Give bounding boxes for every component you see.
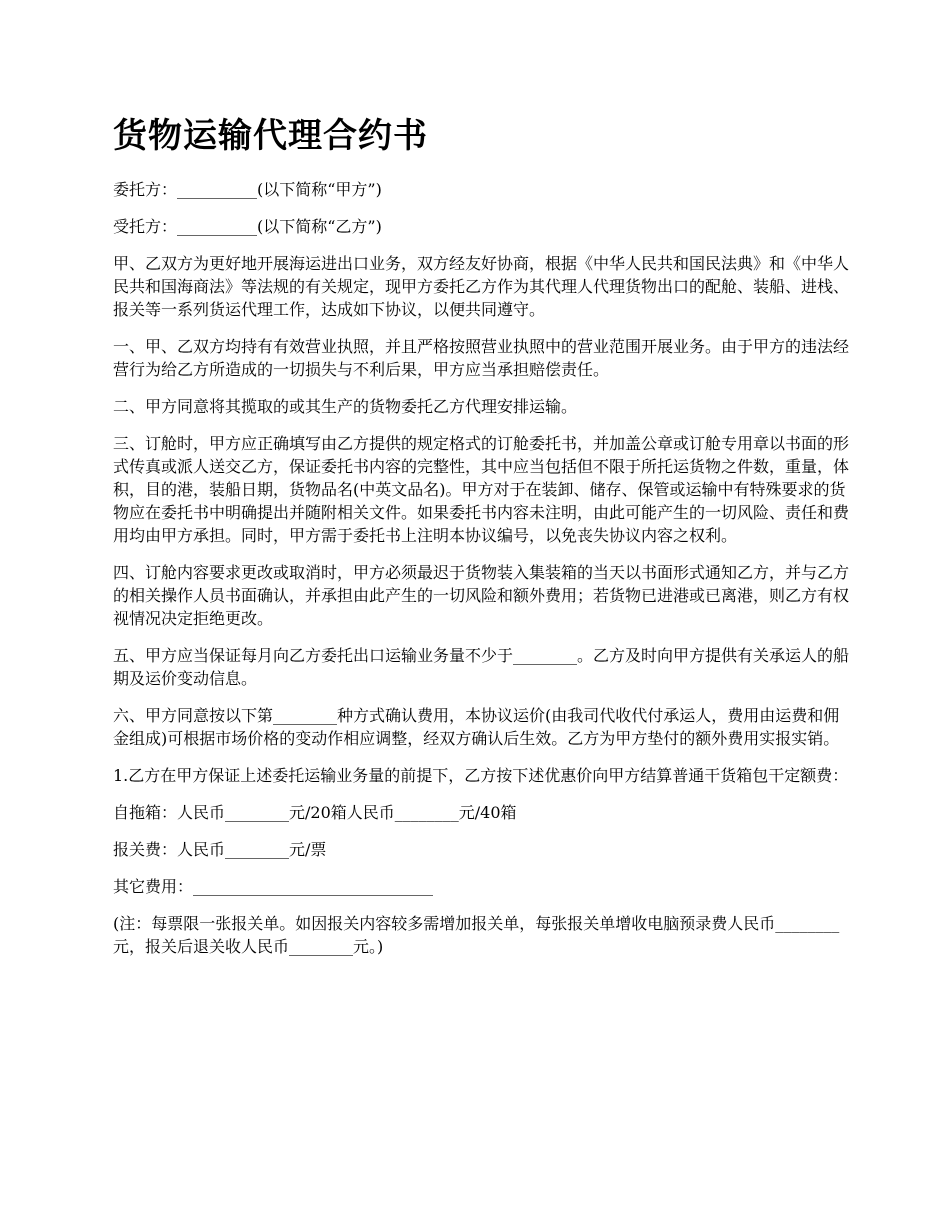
other-fees-line: 其它费用：______________________________ bbox=[113, 877, 434, 896]
document-body bbox=[113, 178, 853, 972]
fee-item-1: 1.乙方在甲方保证上述委托运输业务量的前提下，乙方按下述优惠价向甲方结算普通干货箱包干定额费： bbox=[113, 766, 849, 785]
clause-3: 三、订舱时，甲方应正确填写由乙方提供的规定格式的订舱委托书，并加盖公章或订舱专用章以书面的形式传真或派人送交乙方，保证委托书内容的完整性，其中应当包括但不限于所托运货物之件数，重量，体积，目的港，装船日期，货物品名(中英文品名)。甲方对于在装卸、储存、保管或运输中有特殊要求的货物应在委托书中明确提出并随附相关文件。如果委托书内容未注明，由此可能产生的一切风险、责任和费用均由甲方承担。同时，甲方需于委托书上注明本协议编号，以免丧失协议内容之权利。 bbox=[113, 434, 850, 545]
client-party-line: 委托方：__________(以下简称“甲方”) bbox=[113, 180, 382, 199]
clause-1: 一、甲、乙双方均持有有效营业执照，并且严格按照营业执照中的营业范围开展业务。由于甲方的违法经营行为给乙方所造成的一切损失与不利后果，甲方应当承担赔偿责任。 bbox=[113, 337, 850, 379]
clause-5: 五、甲方应当保证每月向乙方委托出口运输业务量不少于________。乙方及时向甲方提供有关承运人的船期及运价变动信息。 bbox=[113, 646, 850, 688]
clause-4: 四、订舱内容要求更改或取消时，甲方必须最迟于货物装入集装箱的当天以书面形式通知乙方，并与乙方的相关操作人员书面确认，并承担由此产生的一切风险和额外费用；若货物已进港或已离港，则乙方有权视情况决定拒绝更改。 bbox=[113, 563, 850, 628]
fee-note: (注：每票限一张报关单。如因报关内容较多需增加报关单，每张报关单增收电脑预录费人民币________元，报关后退关收人民币________元。) bbox=[113, 914, 840, 956]
clause-2: 二、甲方同意将其揽取的或其生产的货物委托乙方代理安排运输。 bbox=[113, 397, 578, 416]
agent-party-line: 受托方：__________(以下简称“乙方”) bbox=[113, 217, 382, 236]
preamble-paragraph: 甲、乙双方为更好地开展海运进出口业务，双方经友好协商，根据《中华人民共和国民法典》和《中华人民共和国海商法》等法规的有关规定，现甲方委托乙方作为其代理人代理货物出口的配舱、装船、进栈、报关等一系列货运代理工作，达成如下协议，以便共同遵守。 bbox=[113, 254, 850, 319]
clause-6: 六、甲方同意按以下第________种方式确认费用，本协议运价(由我司代收代付承运人，费用由运费和佣金组成)可根据市场价格的变动作相应调整，经双方确认后生效。乙方为甲方垫付的额外费用实报实销。 bbox=[113, 706, 840, 748]
self-towing-fee-line: 自拖箱：人民币________元/20箱人民币________元/40箱 bbox=[113, 803, 517, 822]
document-title: 货物运输代理合约书 bbox=[113, 116, 428, 156]
customs-fee-line: 报关费：人民币________元/票 bbox=[113, 840, 327, 859]
